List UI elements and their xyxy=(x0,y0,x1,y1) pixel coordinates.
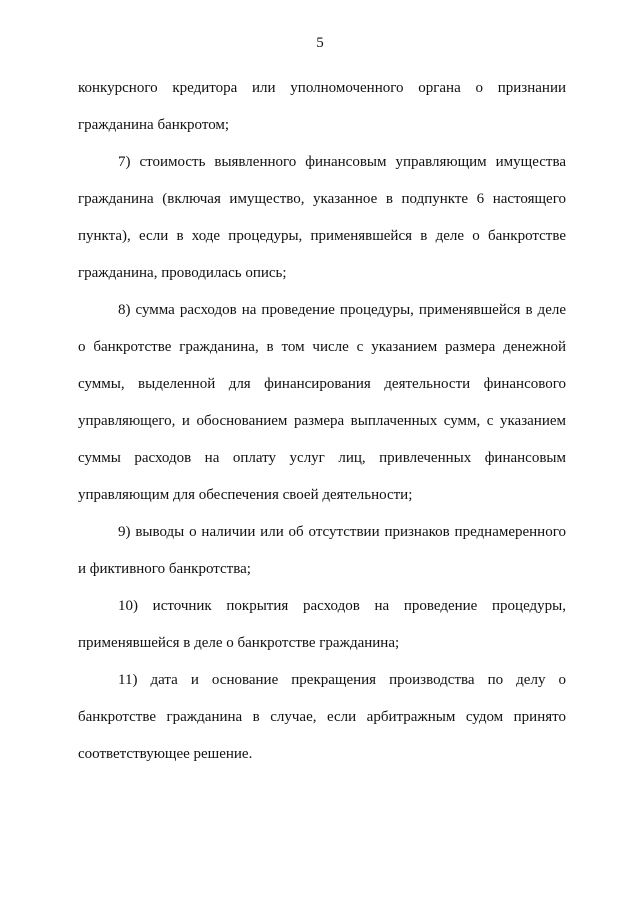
page-number: 5 xyxy=(316,35,324,51)
paragraph-item-11: 11) дата и основание прекращения производства по делу о банкротстве гражданина в случае, если арбитражным судом принято соответствующее решение. xyxy=(78,672,566,762)
paragraph-item-10: 10) источник покрытия расходов на проведение процедуры, применявшейся в деле о банкротстве гражданина; xyxy=(78,598,566,651)
paragraph-item-7: 7) стоимость выявленного финансовым управляющим имущества гражданина (включая имущество, указанное в подпункте 6 настоящего пункта), если в ходе процедуры, применявшейся в деле о банкротстве гражданина, проводилась опись; xyxy=(78,154,566,281)
paragraph-item-8: 8) сумма расходов на проведение процедуры, применявшейся в деле о банкротстве гражданина, в том числе с указанием размера денежной суммы, выделенной для финансирования деятельности финансового управляющего, и обоснованием размера выплаченных сумм, с указанием суммы расходов на оплату услуг лиц, привлеченных финансовым управляющим для обеспечения своей деятельности; xyxy=(78,302,566,503)
paragraph-continuation: конкурсного кредитора или уполномоченного органа о признании гражданина банкротом; xyxy=(78,80,566,133)
document-body xyxy=(78,70,566,773)
paragraph-item-9: 9) выводы о наличии или об отсутствии признаков преднамеренного и фиктивного банкротства; xyxy=(78,524,566,577)
